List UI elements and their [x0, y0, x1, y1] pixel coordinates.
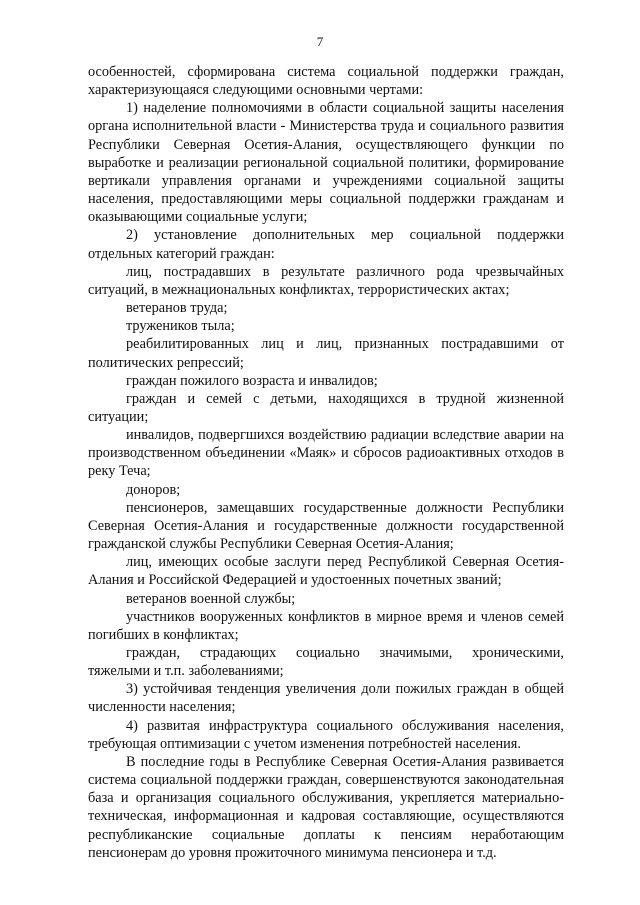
list-item-home-front-workers: тружеников тыла;: [126, 318, 235, 335]
list-item-elderly-disabled: граждан пожилого возраста и инвалидов;: [126, 372, 378, 389]
list-item-radiation-victims: инвалидов, подвергшихся воздействию радиации вследствие аварии на производственном объединении «Маяк» и сбросов радиоактивных отходов в реку Теча;: [88, 427, 564, 480]
paragraph-intro: особенностей, сформирована система социальной поддержки граждан, характеризующаяся следующими основными чертами:: [88, 64, 564, 99]
list-item-former-officials: пенсионеров, замещавших государственные должности Республики Северная Осетия-Алания и государственные должности государственной гражданской службы Республики Северная Осетия-Алания;: [88, 499, 564, 553]
list-item-chronic-illness: граждан, страдающих социально значимыми, хроническими, тяжелыми и т.п. заболеваниями;: [88, 645, 564, 680]
paragraph-item-4: 4) развитая инфраструктура социального обслуживания населения, требующая оптимизации с учетом изменения потребностей населения.: [88, 717, 564, 752]
list-item-honored-persons: лиц, имеющих особые заслуги перед Республикой Северная Осетия-Алания и Российской Федерацией и удостоенных почетных званий;: [88, 554, 564, 589]
list-item-emergency-victims: лиц, пострадавших в результате различного рода чрезвычайных ситуаций, в межнациональных конфликтах, террористических актах;: [88, 263, 564, 298]
list-item-families-children: граждан и семей с детьми, находящихся в трудной жизненной ситуации;: [88, 390, 564, 425]
paragraph-item-3: 3) устойчивая тенденция увеличения доли пожилых граждан в общей численности населения;: [88, 681, 564, 716]
list-item-military-veterans: ветеранов военной службы;: [126, 590, 296, 607]
list-item-conflict-participants: участников вооруженных конфликтов в мирное время и членов семей погибших в конфликтах;: [88, 608, 564, 643]
list-item-labor-veterans: ветеранов труда;: [126, 300, 228, 317]
paragraph-item-2: 2) установление дополнительных мер социальной поддержки отдельных категорий граждан:: [88, 227, 564, 262]
list-item-rehabilitated: реабилитированных лиц и лиц, признанных пострадавшими от политических репрессий;: [88, 336, 564, 371]
paragraph-item-1: 1) наделение полномочиями в области социальной защиты населения органа исполнительной власти - Министерства труда и социального развития Республики Северная Осетия-Алания, осуществляющего функции по выработке и реализации региональной социальной политики, формирование вертикали управления органами и учреждениями социальной защиты населения, предоставляющими меры социальной поддержки гражданам и оказывающими социальные услуги;: [88, 100, 564, 226]
paragraph-conclusion: В последние годы в Республике Северная Осетия-Алания развивается система социальной поддержки граждан, совершенствуются законодательная база и организация социального обслуживания, укрепляется материально-техническая, информационная и кадровая составляющие, осуществляются республиканские социальные доплаты к пенсиям неработающим пенсионерам до уровня прожиточного минимума пенсионера и т.д.: [88, 753, 564, 861]
document-body: [88, 63, 564, 862]
page-number: 7: [316, 34, 324, 49]
list-item-donors: доноров;: [126, 481, 181, 498]
